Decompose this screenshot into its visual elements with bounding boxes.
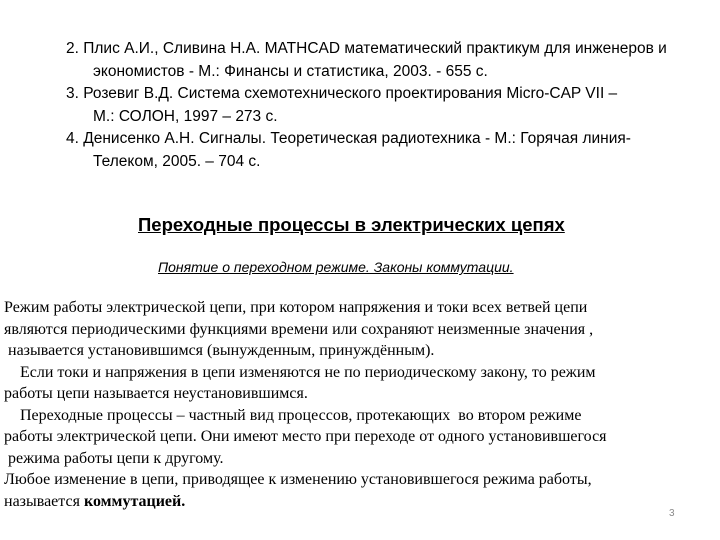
- reference-2-line-1: 2. Плис А.И., Сливина Н.А. MATHCAD математический практикум для инженеров и: [66, 40, 667, 57]
- body-line: Режим работы электрической цепи, при котором напряжения и токи всех ветвей цепи: [4, 299, 588, 316]
- page-number: 3: [669, 508, 675, 519]
- body-line: работы цепи называется неустановившимся.: [4, 385, 308, 402]
- section-subheading: Понятие о переходном режиме. Законы коммутации.: [158, 259, 514, 275]
- body-paragraphs: [4, 297, 716, 512]
- body-last-line: [4, 491, 716, 513]
- reference-4-line-1: 4. Денисенко А.Н. Сигналы. Теоретическая радиотехника - М.: Горячая линия-: [66, 130, 631, 147]
- body-line: Любое изменение в цепи, приводящее к изменению установившегося режима работы,: [4, 471, 592, 488]
- body-line: работы электрической цепи. Они имеют место при переходе от одного установившегося: [4, 428, 607, 445]
- body-line: Переходные процессы – частный вид процессов, протекающих во втором режиме: [4, 406, 582, 424]
- references-list: [66, 38, 716, 173]
- body-line: являются периодическими функциями времени или сохраняют неизменные значения ,: [4, 320, 594, 338]
- body-line: Если токи и напряжения в цепи изменяются не по периодическому закону, то режим: [4, 363, 596, 381]
- reference-3-line-1: 3. Розевиг В.Д. Система схемотехнического проектирования Micro-CAP VII –: [66, 85, 618, 102]
- body-line: режима работы цепи к другому.: [4, 449, 224, 467]
- body-last-line-text: называется: [4, 492, 84, 510]
- reference-3-line-2: М.: СОЛОН, 1997 – 273 с.: [93, 107, 278, 125]
- reference-2-line-2: экономистов - М.: Финансы и статистика, 2003. - 655 с.: [93, 62, 488, 80]
- term-commutation: коммутацией.: [83, 492, 186, 510]
- section-heading: Переходные процессы в электрических цепях: [138, 214, 565, 235]
- reference-4-line-2: Телеком, 2005. – 704 с.: [93, 152, 261, 170]
- body-line: называется установившимся (вынужденным, принуждённым).: [4, 342, 435, 359]
